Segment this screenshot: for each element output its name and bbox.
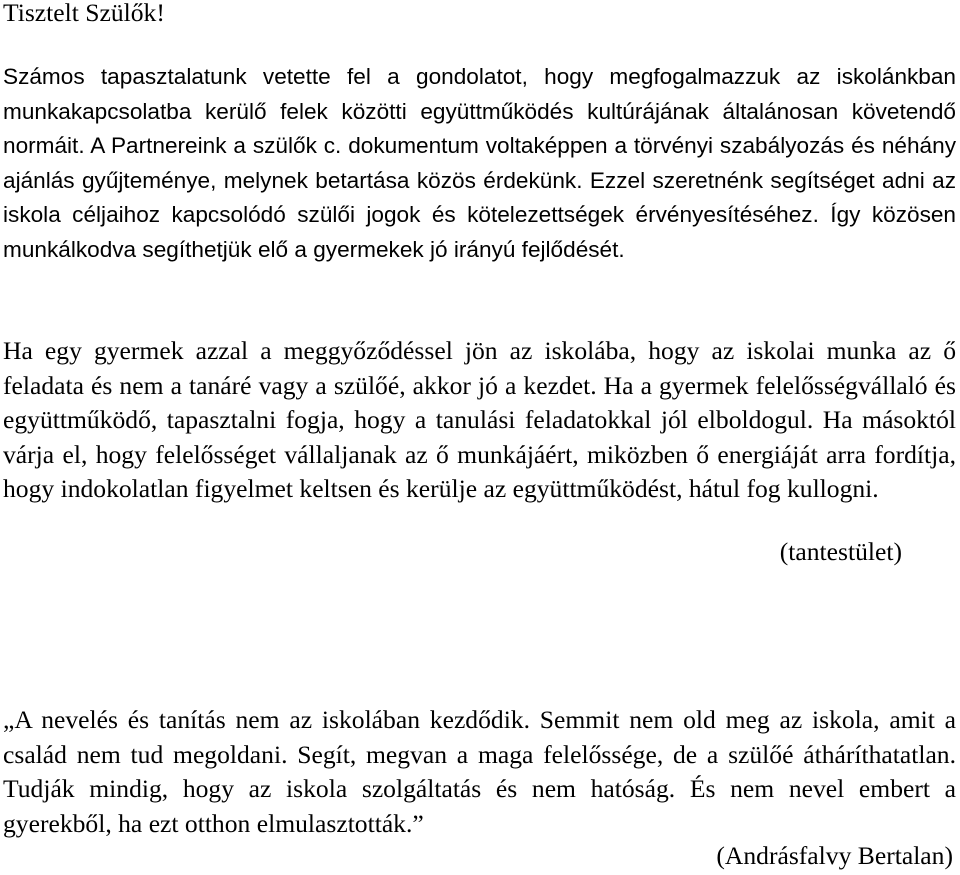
quote-author: (Andrásfalvy Bertalan) — [716, 841, 953, 870]
staff-signature: (tantestület) — [779, 537, 902, 566]
intro-paragraph: Számos tapasztalatunk vetette fel a gondolatot, hogy megfogalmazzuk az iskolánkban munkakapcsolatba kerülő felek közötti együttműködés kultúrájának általánosan követendő normáit. A Partnereink a szülők c. dokumentum voltaképpen a törvényi szabályozás és néhány ajánlás gyűjteménye, melynek betartása közös érdekünk. Ezzel szeretnénk segítséget adni az iskola céljaihoz kapcsolódó szülői jogok és kötelezettségek érvényesítéséhez. Így közösen munkálkodva segíthetjük elő a gyermekek jó irányú fejlődését. — [3, 64, 956, 262]
quote-paragraph: „A nevelés és tanítás nem az iskolában kezdődik. Semmit nem old meg az iskola, amit a család nem tud megoldani. Segít, megvan a maga felelőssége, de a szülőé átháríthatatlan. Tudják mindig, hogy az iskola szolgáltatás és nem hatóság. És nem nevel embert a gyerekből, ha ezt otthon elmulasztották.” — [3, 705, 956, 838]
greeting: Tisztelt Szülők! — [3, 0, 165, 27]
child-responsibility-paragraph: Ha egy gyermek azzal a meggyőződéssel jön az iskolába, hogy az iskolai munka az ő feladata és nem a tanáré vagy a szülőé, akkor jó a kezdet. Ha a gyermek felelősségvállaló és együttműködő, tapasztalni fogja, hogy a tanulási feladatokkal jól elboldogul. Ha másoktól várja el, hogy felelősséget vállaljanak az ő munkájáért, miközben ő energiáját arra fordítja, hogy indokolatlan figyelmet keltsen és kerülje az együttműködést, hátul fog kullogni. — [3, 336, 956, 504]
